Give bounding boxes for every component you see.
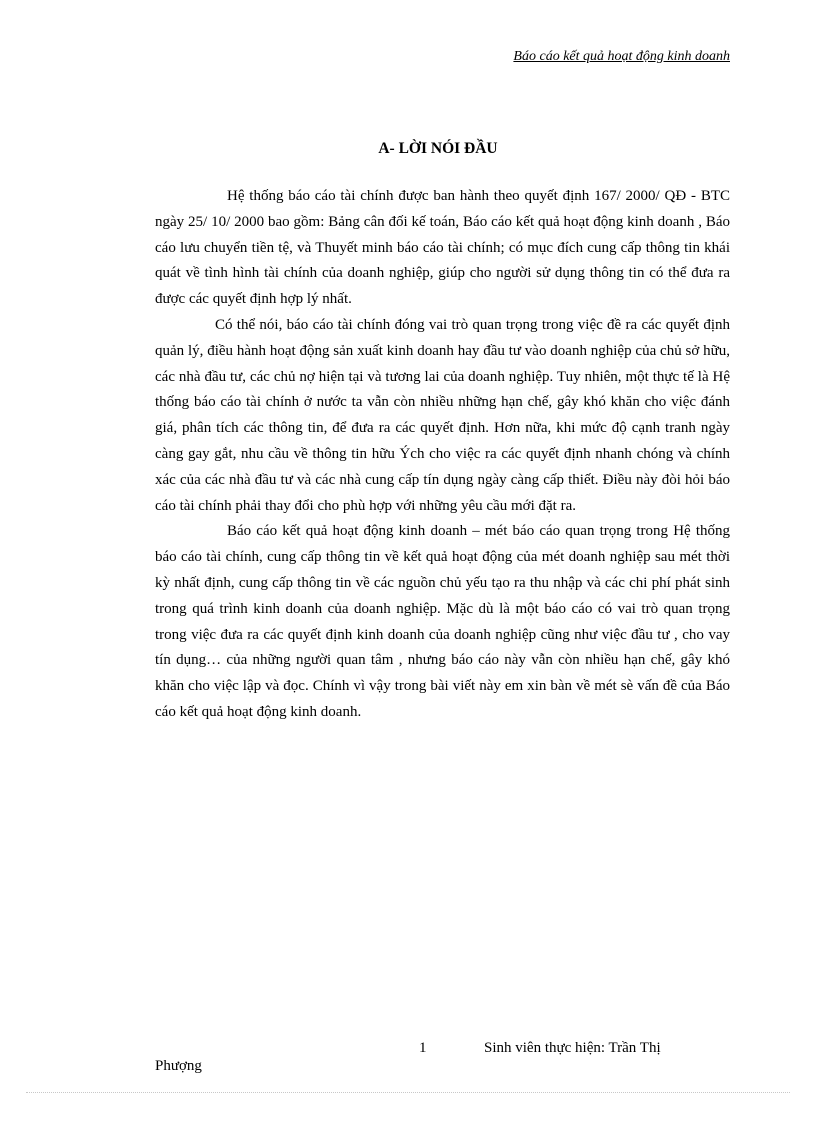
page-number: 1: [419, 1040, 427, 1056]
running-header: Báo cáo kết quả hoạt động kinh doanh: [513, 49, 730, 64]
paragraph-1: Hệ thống báo cáo tài chính được ban hành theo quyết định 167/ 2000/ QĐ - BTC ngày 25/ 10/ 2000 bao gồm: Bảng cân đối kế toán, Báo cáo kết quả hoạt động kinh doanh , Báo cáo lưu chuyển tiền tệ, và Thuyết minh báo cáo tài chính; có mục đích cung cấp thông tin khái quát về tình hình tài chính của doanh nghiệp, giúp cho người sử dụng thông tin có thể đưa ra được các quyết định hợp lý nhất.: [155, 188, 730, 308]
paragraph-3: Báo cáo kết quả hoạt động kinh doanh – mét báo cáo quan trọng trong Hệ thống báo cáo tài chính, cung cấp thông tin về kết quả hoạt động của mét doanh nghiệp sau mét thời kỳ nhất định, cung cấp thông tin về các nguồn chủ yếu tạo ra thu nhập và các chi phí phát sinh trong quá trình kinh doanh của doanh nghiệp. Mặc dù là một báo cáo có vai trò quan trọng trong việc đưa ra các quyết định kinh doanh của doanh nghiệp cũng như việc đầu tư , cho vay tín dụng… của những người quan tâm , nhưng báo cáo này vẫn còn nhiều hạn chế, gây khó khăn cho việc lập và đọc. Chính vì vậy trong bài viết này em xin bàn về mét sè vấn đề của Báo cáo kết quả hoạt động kinh doanh.: [155, 523, 730, 720]
author-credit-continued: Phượng: [155, 1058, 202, 1074]
body-text: [155, 184, 730, 726]
section-title: A- LỜI NÓI ĐẦU: [378, 140, 498, 157]
page-bottom-divider: [26, 1092, 790, 1093]
paragraph-2: Có thể nói, báo cáo tài chính đóng vai trò quan trọng trong việc đề ra các quyết định quản lý, điều hành hoạt động sản xuất kinh doanh hay đầu tư vào doanh nghiệp của chủ sở hữu, các nhà đầu tư, các chủ nợ hiện tại và tương lai của doanh nghiệp. Tuy nhiên, một thực tế là Hệ thống báo cáo tài chính ở nước ta vẫn còn nhiều những hạn chế, gây khó khăn cho việc đánh giá, phân tích các thông tin, để đưa ra các quyết định. Hơn nữa, khi mức độ cạnh tranh ngày càng gay gắt, nhu cầu về thông tin hữu Ých cho việc ra các quyết định nhanh chóng và chính xác của các nhà đầu tư và các nhà cung cấp tín dụng ngày càng cấp thiết. Điều này đòi hỏi báo cáo tài chính phải thay đổi cho phù hợp với những yêu cầu mới đặt ra.: [155, 316, 730, 514]
author-credit: Sinh viên thực hiện: Trần Thị: [484, 1040, 661, 1056]
